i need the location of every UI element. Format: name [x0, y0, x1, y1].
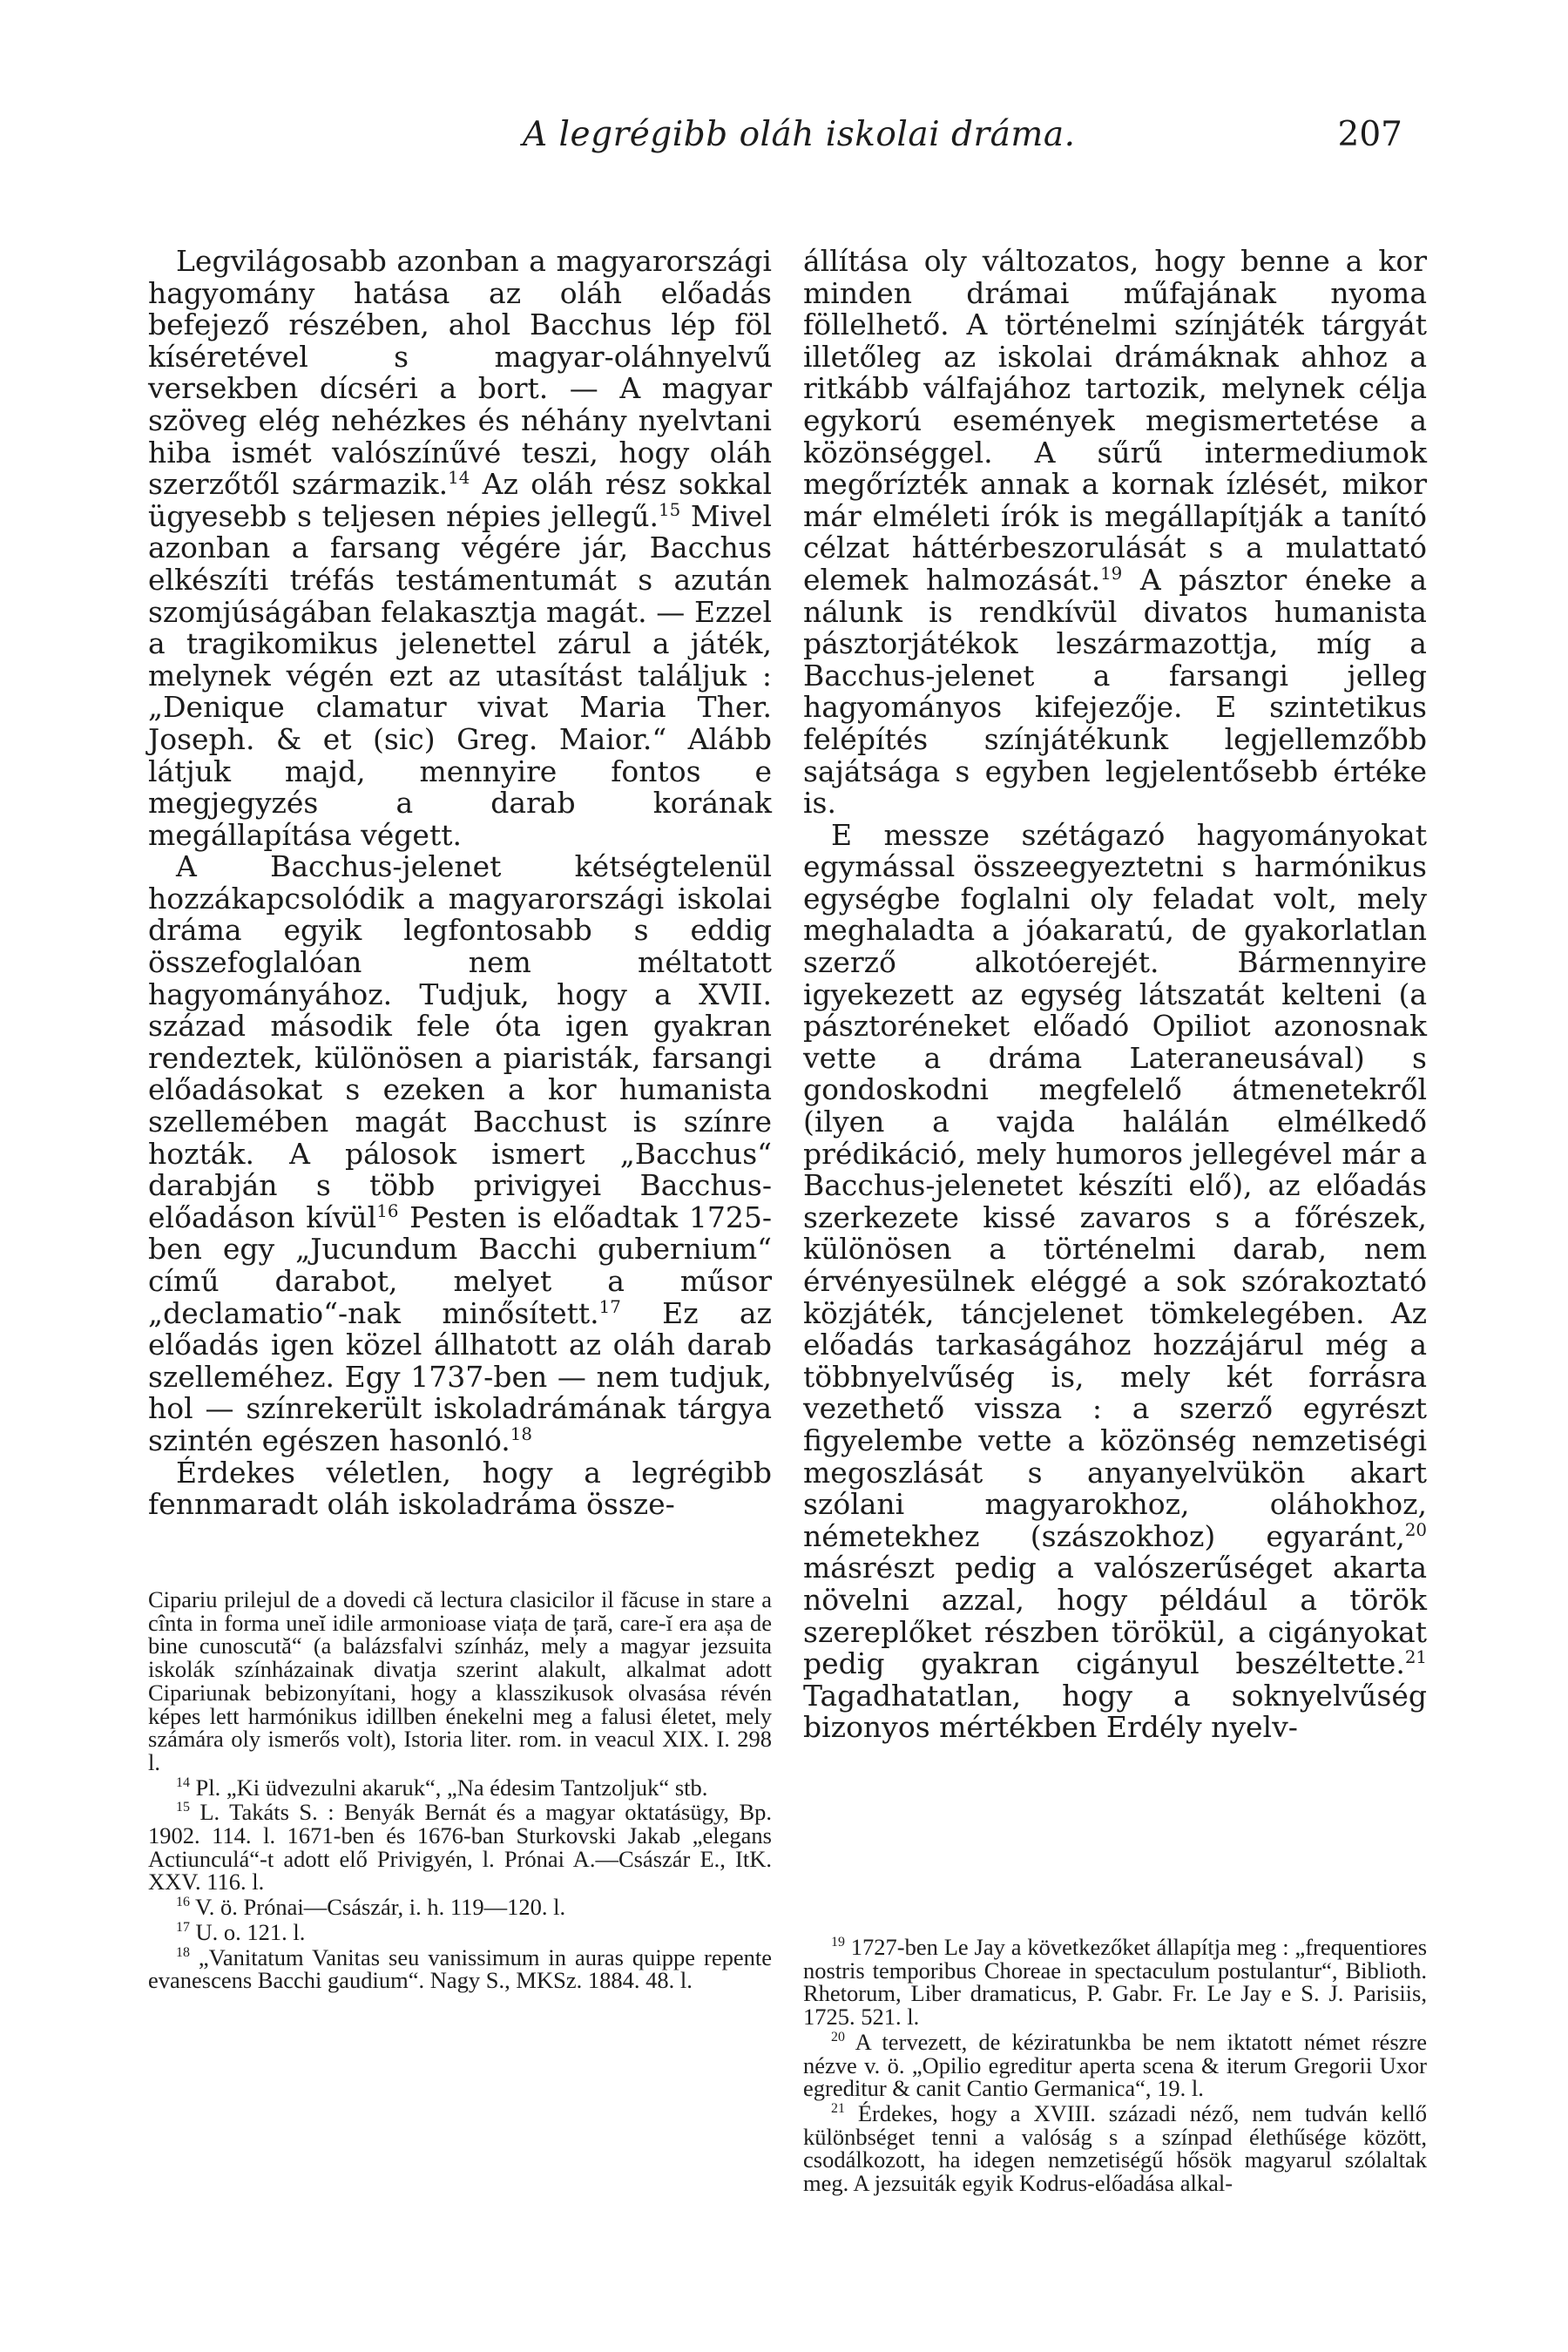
footnote-number: 18 [176, 1944, 190, 1960]
paragraph-text: Ez az előadás igen közel állhatott az oláh darab szelleméhez. Egy 1737-ben — nem tudjuk, hol — színrekerült iskoladrámának tárgya szintén egészen hasonló. [148, 1295, 772, 1457]
footnote-ref: 21 [1404, 1647, 1427, 1668]
paragraph-text: A Bacchus-jelenet kétségtelenül hozzákapcsolódik a magyarországi iskolai dráma egyik legfontosabb s eddig összefoglalóan nem méltatott hagyományához. Tudjuk, hogy a XVII. század második fele óta igen gyakran rendeztek, különösen a piaristák, farsangi előadásokat s ezeken a kor humanista szellemében magát Bacchust is színre hozták. A pálosok ismert „Bacchus“ darabján s több privigyei Bacchus-előadáson kívül [148, 849, 772, 1234]
paragraph-text: E messze szétágazó hagyományokat egymással összeegyeztetni s harmónikus egységbe foglalni oly feladat volt, mely meghaladta a jóakaratú, de gyakorlatlan szerző alkotóerejét. Bármennyire igyekezett az egység látszatát kelteni (a pásztoréneket előadó Opiliot azonosnak vette a dráma Lateraneusával) s gondoskodni megfelelő átmenetekről (ilyen a vajda halálán elmélkedő prédikáció, mely humoros jellegével már a Bacchus-jelenetet készíti elő), az előadás szerkezete kissé zavaros s a főrészek, különösen a történelmi darab, nem érvényesülnek eléggé a sok szórakoztató közjáték, táncjelenet tömkelegében. Az előadás tarkaságához hozzájárul még a többnyelvűség is, mely két forrásra vezethető vissza : a szerző egyrészt figyelembe vette a közönség nemzetiségi megoszlását s anyanyelvükön akart szólani magyarokhoz, oláhokhoz, németekhez (szászokhoz) egyaránt, [803, 817, 1427, 1553]
paragraph [148, 1457, 772, 1521]
running-title: A legrégibb oláh iskolai dráma. [523, 115, 1076, 154]
paragraph-text: A pásztor éneke a nálunk is rendkívül divatos humanista pásztorjátékok leszármazottja, míg a Bacchus-jelenet a farsangi jelleg hagyományos kifejezője. E szintetikus felépítés színjátékunk legjellemzőbb sajátsága s egyben legjelentősebb értéke is. [803, 562, 1428, 821]
footnote [148, 1776, 772, 1800]
paragraph-text: Az oláh rész sokkal ügyesebb s teljesen népies jellegű. [148, 467, 772, 533]
footnote-number: 21 [831, 2101, 845, 2117]
paragraph-text: Legvilágosabb azonban a magyarországi hagyomány hatása az oláh előadás befejező részében, ahol Bacchus lép föl kíséretével s magyar-oláhnyelvű versekben dícséri a bort. — A magyar szöveg elég nehézkes és néhány nyelvtani hiba ismét valószínűvé teszi, hogy oláh szerzőtől származik. [148, 244, 772, 502]
footnote-ref: 14 [448, 468, 470, 489]
right-column-text [803, 246, 1427, 1744]
left-footnotes [148, 1588, 772, 1994]
page-header [523, 115, 1402, 167]
footnote-number: 16 [176, 1895, 190, 1910]
paragraph-text: Érdekes véletlen, hogy a legrégibb fennmaradt oláh iskoladráma össze- [148, 1455, 772, 1522]
footnote-number: 15 [176, 1800, 190, 1815]
paragraph [148, 851, 772, 1456]
footnote-ref: 16 [376, 1200, 399, 1221]
footnote [803, 1936, 1427, 2029]
footnote-ref: 20 [1404, 1519, 1427, 1540]
right-footnotes [803, 1936, 1427, 2197]
footnote-text: L. Takáts S. : Benyák Bernát és a magyar oktatásügy, Bp. 1902. 114. l. 1671-ben és 1676-ban Sturkovski Jakab „elegans Actiunculá“-t adott elő Privigyén, l. Prónai A.—Császár E., ItK. XXV. 116. l. [148, 1799, 772, 1896]
footnote [148, 1918, 772, 1945]
footnote-text: Pl. „Ki üdvezulni akaruk“, „Na édesim Tantzoljuk“ stb. [195, 1774, 708, 1801]
footnote [148, 1588, 772, 1774]
page-number: 207 [1337, 115, 1402, 154]
footnote-text: „Vanitatum Vanitas seu vanissimum in auras quippe repente evanescens Bacchi gaudium“. Nagy S., MKSz. 1884. 48. l. [148, 1943, 772, 1994]
footnote-number: 17 [176, 1920, 190, 1936]
footnote-ref: 17 [598, 1296, 621, 1317]
footnote-text: V. ö. Prónai—Császár, i. h. 119—120. l. [195, 1894, 566, 1921]
footnote-ref: 19 [1100, 563, 1123, 584]
footnote-text: 1727-ben Le Jay a következőket állapítja meg : „frequentiores nostris temporibus Choreae in spectaculum postulantur“, Biblioth. Rhetorum, Liber dramaticus, P. Gabr. Fr. Le Jay e S. J. Parisiis, 1725. 521. l. [803, 1934, 1428, 2031]
paragraph-text: Tagadhatatlan, hogy a soknyelvűség bizonyos mértékben Erdély nyelv- [803, 1678, 1427, 1745]
footnote-text: Cipariu prilejul de a dovedi că lectura clasicilor il făcuse in stare a cînta in forma uneĭ idile armonioase viața de țară, care-ĭ era așa de bine cunoscută“ (a balázsfalvi színház, mely a magyar jezsuita iskolák színházainak divatja szerint alakult, alkalmat adott Cipariunak bebizonyítani, hogy a klasszikusok olvasása révén képes lett harmónikus idillben énekelni meg a falusi életet, mely számára oly ismerős volt), Istoria liter. rom. in veacul XIX. I. 298 l. [148, 1586, 772, 1775]
paragraph [803, 246, 1427, 820]
footnote [148, 1801, 772, 1894]
left-column-text [148, 246, 772, 1521]
footnote-number: 14 [176, 1774, 190, 1790]
footnote [803, 2028, 1427, 2102]
footnote-ref: 15 [659, 499, 681, 520]
paragraph-text: állítása oly változatos, hogy benne a kor minden drámai műfajának nyoma föllelhető. A történelmi színjáték tárgyát illetőleg az iskolai drámáknak ahhoz a ritkább válfajához tartozik, melynek célja egykorú események megismertetése a közönséggel. A sűrű intermediumok megőrízték annak a kornak ízlését, mikor már elméleti írók is megállapítják a tanító célzat háttérbeszorulását s a mulattató elemek halmozását. [803, 244, 1427, 597]
footnote [148, 1896, 772, 1919]
footnote-text: Érdekes, hogy a XVIII. századi néző, nem tudván kellő különbséget tenni a valóság s a színpad élethűsége között, csodálkozott, ha idegen nemzetiségű hősök magyarul szólaltak meg. A jezsuiták egyik Kodrus-előadása alkal- [803, 2099, 1428, 2197]
paragraph-text: Mivel azonban a farsang végére jár, Bacchus elkészíti tréfás testámentumát s azután szomjúságában felakasztja magát. — Ezzel a tragikomikus jelenettel zárul a játék, melynek végén ezt az utasítást találjuk : „Denique clamatur vivat Maria Ther. Joseph. & et (sic) Greg. Maior.“ Alább látjuk majd, mennyire fontos e megjegyzés a darab korának megállapítása végett. [148, 498, 772, 852]
paragraph [148, 246, 772, 851]
footnote [803, 2099, 1428, 2197]
footnote-text: A tervezett, de kéziratunkba be nem iktatott német részre nézve v. ö. „Opilio egreditur aperta scena & iterum Gregorii Uxor egreditur & canit Cantio Germanica“, 19. l. [803, 2028, 1427, 2102]
footnote-ref: 18 [510, 1423, 532, 1444]
paragraph-text: Pesten is előadtak 1725-ben egy „Jucundum Bacchi gubernium“ című darabot, melyet a műsor „declamatio“-nak minősített. [148, 1200, 772, 1330]
footnote-text: U. o. 121. l. [195, 1918, 306, 1945]
paragraph-text: másrészt pedig a valószerűséget akarta növelni azzal, hogy például a török szereplőket részben törökül, a cigányokat pedig gyakran cigányul beszéltette. [803, 1551, 1427, 1681]
footnote [148, 1943, 772, 1994]
footnote-number: 19 [831, 1935, 845, 1950]
footnote-number: 20 [831, 2029, 845, 2044]
paragraph [803, 817, 1427, 1745]
